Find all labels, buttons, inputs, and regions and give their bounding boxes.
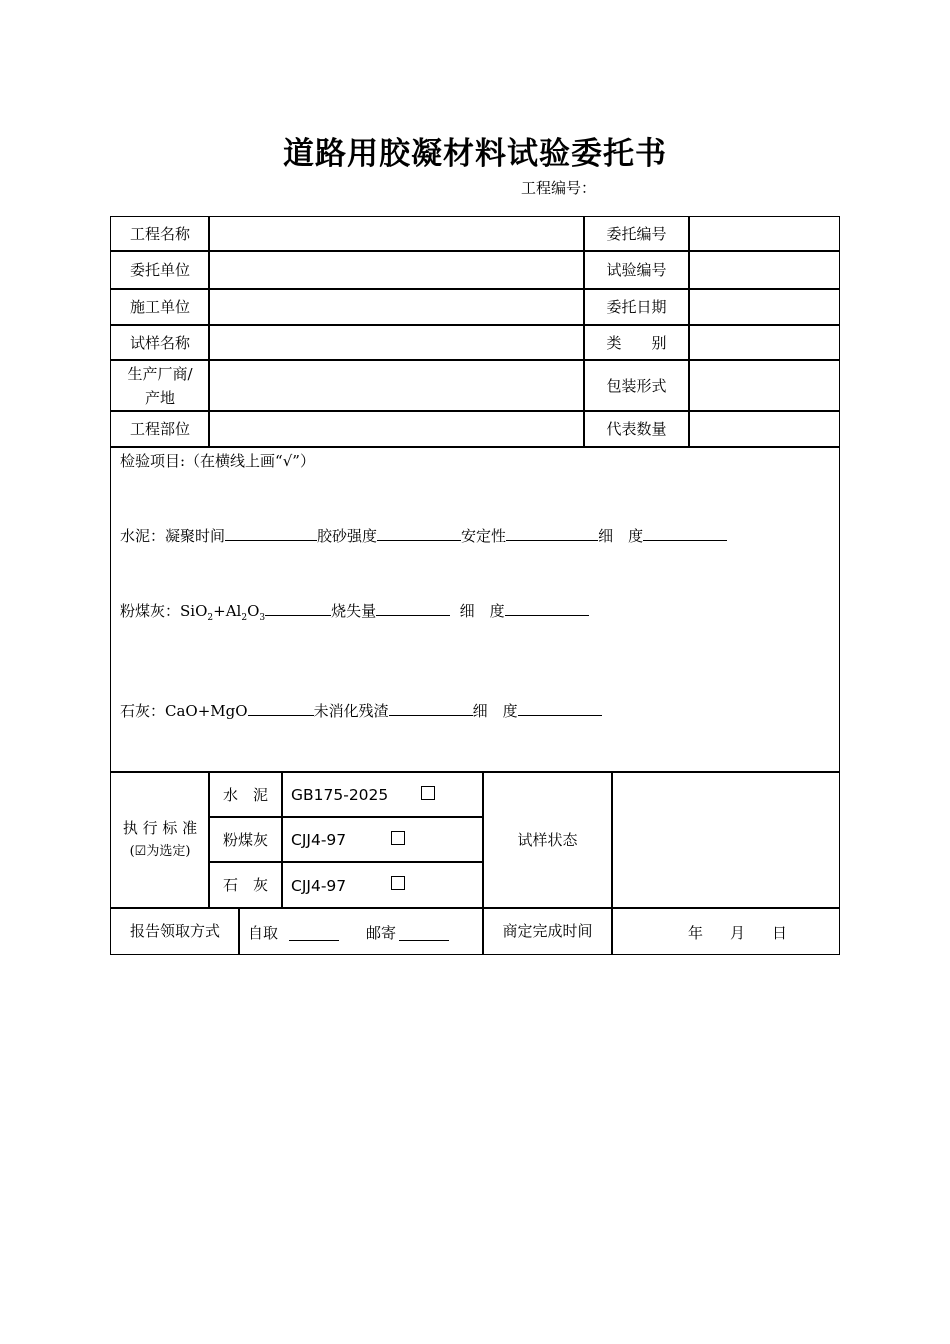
field-project-location[interactable] <box>208 410 585 448</box>
standard-name-cement: 水 泥 <box>208 771 283 818</box>
lime-items: 石灰：CaO+MgO 未消化残渣 细 度 <box>120 700 602 721</box>
flyash-standard-checkbox[interactable] <box>391 831 405 845</box>
standard-code-lime: CJJ4-97 <box>281 861 484 909</box>
standard-code-cement: GB175-2025 <box>281 771 484 818</box>
lime-cao-blank[interactable] <box>248 701 314 716</box>
label-quantity: 代表数量 <box>583 410 690 448</box>
report-method-label: 报告领取方式 <box>110 907 240 955</box>
page-title: 道路用胶凝材料试验委托书 <box>283 136 667 172</box>
field-project-name[interactable] <box>208 216 585 252</box>
cement-standard-checkbox[interactable] <box>421 786 435 800</box>
lime-fineness-blank[interactable] <box>518 701 602 716</box>
label-client-unit: 委托单位 <box>110 250 210 290</box>
label-test-no: 试验编号 <box>583 250 690 290</box>
checkbox-checked-icon: ☑ <box>134 844 147 859</box>
cement-items: 水泥：凝聚时间 胶砂强度 安定性 细 度 <box>120 525 727 546</box>
field-client-unit[interactable] <box>208 250 585 290</box>
cement-fineness-blank[interactable] <box>643 526 727 541</box>
field-quantity[interactable] <box>688 410 840 448</box>
label-commission-date: 委托日期 <box>583 288 690 326</box>
label-manufacturer: 生产厂商/ 产地 <box>110 359 210 412</box>
field-construction-unit[interactable] <box>208 288 585 326</box>
field-category[interactable] <box>688 324 840 361</box>
report-method-options: 自取 邮寄 <box>238 907 484 955</box>
field-sample-name[interactable] <box>208 324 585 361</box>
label-packaging: 包装形式 <box>583 359 690 412</box>
field-manufacturer[interactable] <box>208 359 585 412</box>
standard-name-flyash: 粉煤灰 <box>208 816 283 863</box>
label-category: 类 别 <box>583 324 690 361</box>
label-project-name: 工程名称 <box>110 216 210 252</box>
flyash-sio2-blank[interactable] <box>265 601 331 616</box>
flyash-items: 粉煤灰：$SiO_2+Al_2O_3$ 烧失量 细 度 <box>120 600 589 623</box>
lime-residue-blank[interactable] <box>389 701 473 716</box>
mail-blank[interactable] <box>399 926 449 941</box>
inspection-heading: 检验项目:（在横线上画“√”） <box>120 452 315 470</box>
flyash-fineness-blank[interactable] <box>505 601 589 616</box>
standard-label: 执 行 标 准 (☑为选定) <box>110 771 210 909</box>
sample-state-label: 试样状态 <box>482 771 613 909</box>
standard-name-lime: 石 灰 <box>208 861 283 909</box>
cement-soundness-blank[interactable] <box>506 526 598 541</box>
field-test-no[interactable] <box>688 250 840 290</box>
label-project-location: 工程部位 <box>110 410 210 448</box>
field-packaging[interactable] <box>688 359 840 412</box>
label-commission-no: 委托编号 <box>583 216 690 252</box>
cement-setting-time-blank[interactable] <box>225 526 317 541</box>
finish-time-field[interactable]: 年 月 日 <box>611 907 840 955</box>
lime-standard-checkbox[interactable] <box>391 876 405 890</box>
cement-strength-blank[interactable] <box>377 526 461 541</box>
finish-time-label: 商定完成时间 <box>482 907 613 955</box>
sample-state-field[interactable] <box>611 771 840 909</box>
label-sample-name: 试样名称 <box>110 324 210 361</box>
field-commission-date[interactable] <box>688 288 840 326</box>
project-number-label: 工程编号： <box>521 179 597 197</box>
flyash-loss-blank[interactable] <box>376 601 450 616</box>
field-commission-no[interactable] <box>688 216 840 252</box>
standard-code-flyash: CJJ4-97 <box>281 816 484 863</box>
pickup-blank[interactable] <box>289 926 339 941</box>
label-construction-unit: 施工单位 <box>110 288 210 326</box>
